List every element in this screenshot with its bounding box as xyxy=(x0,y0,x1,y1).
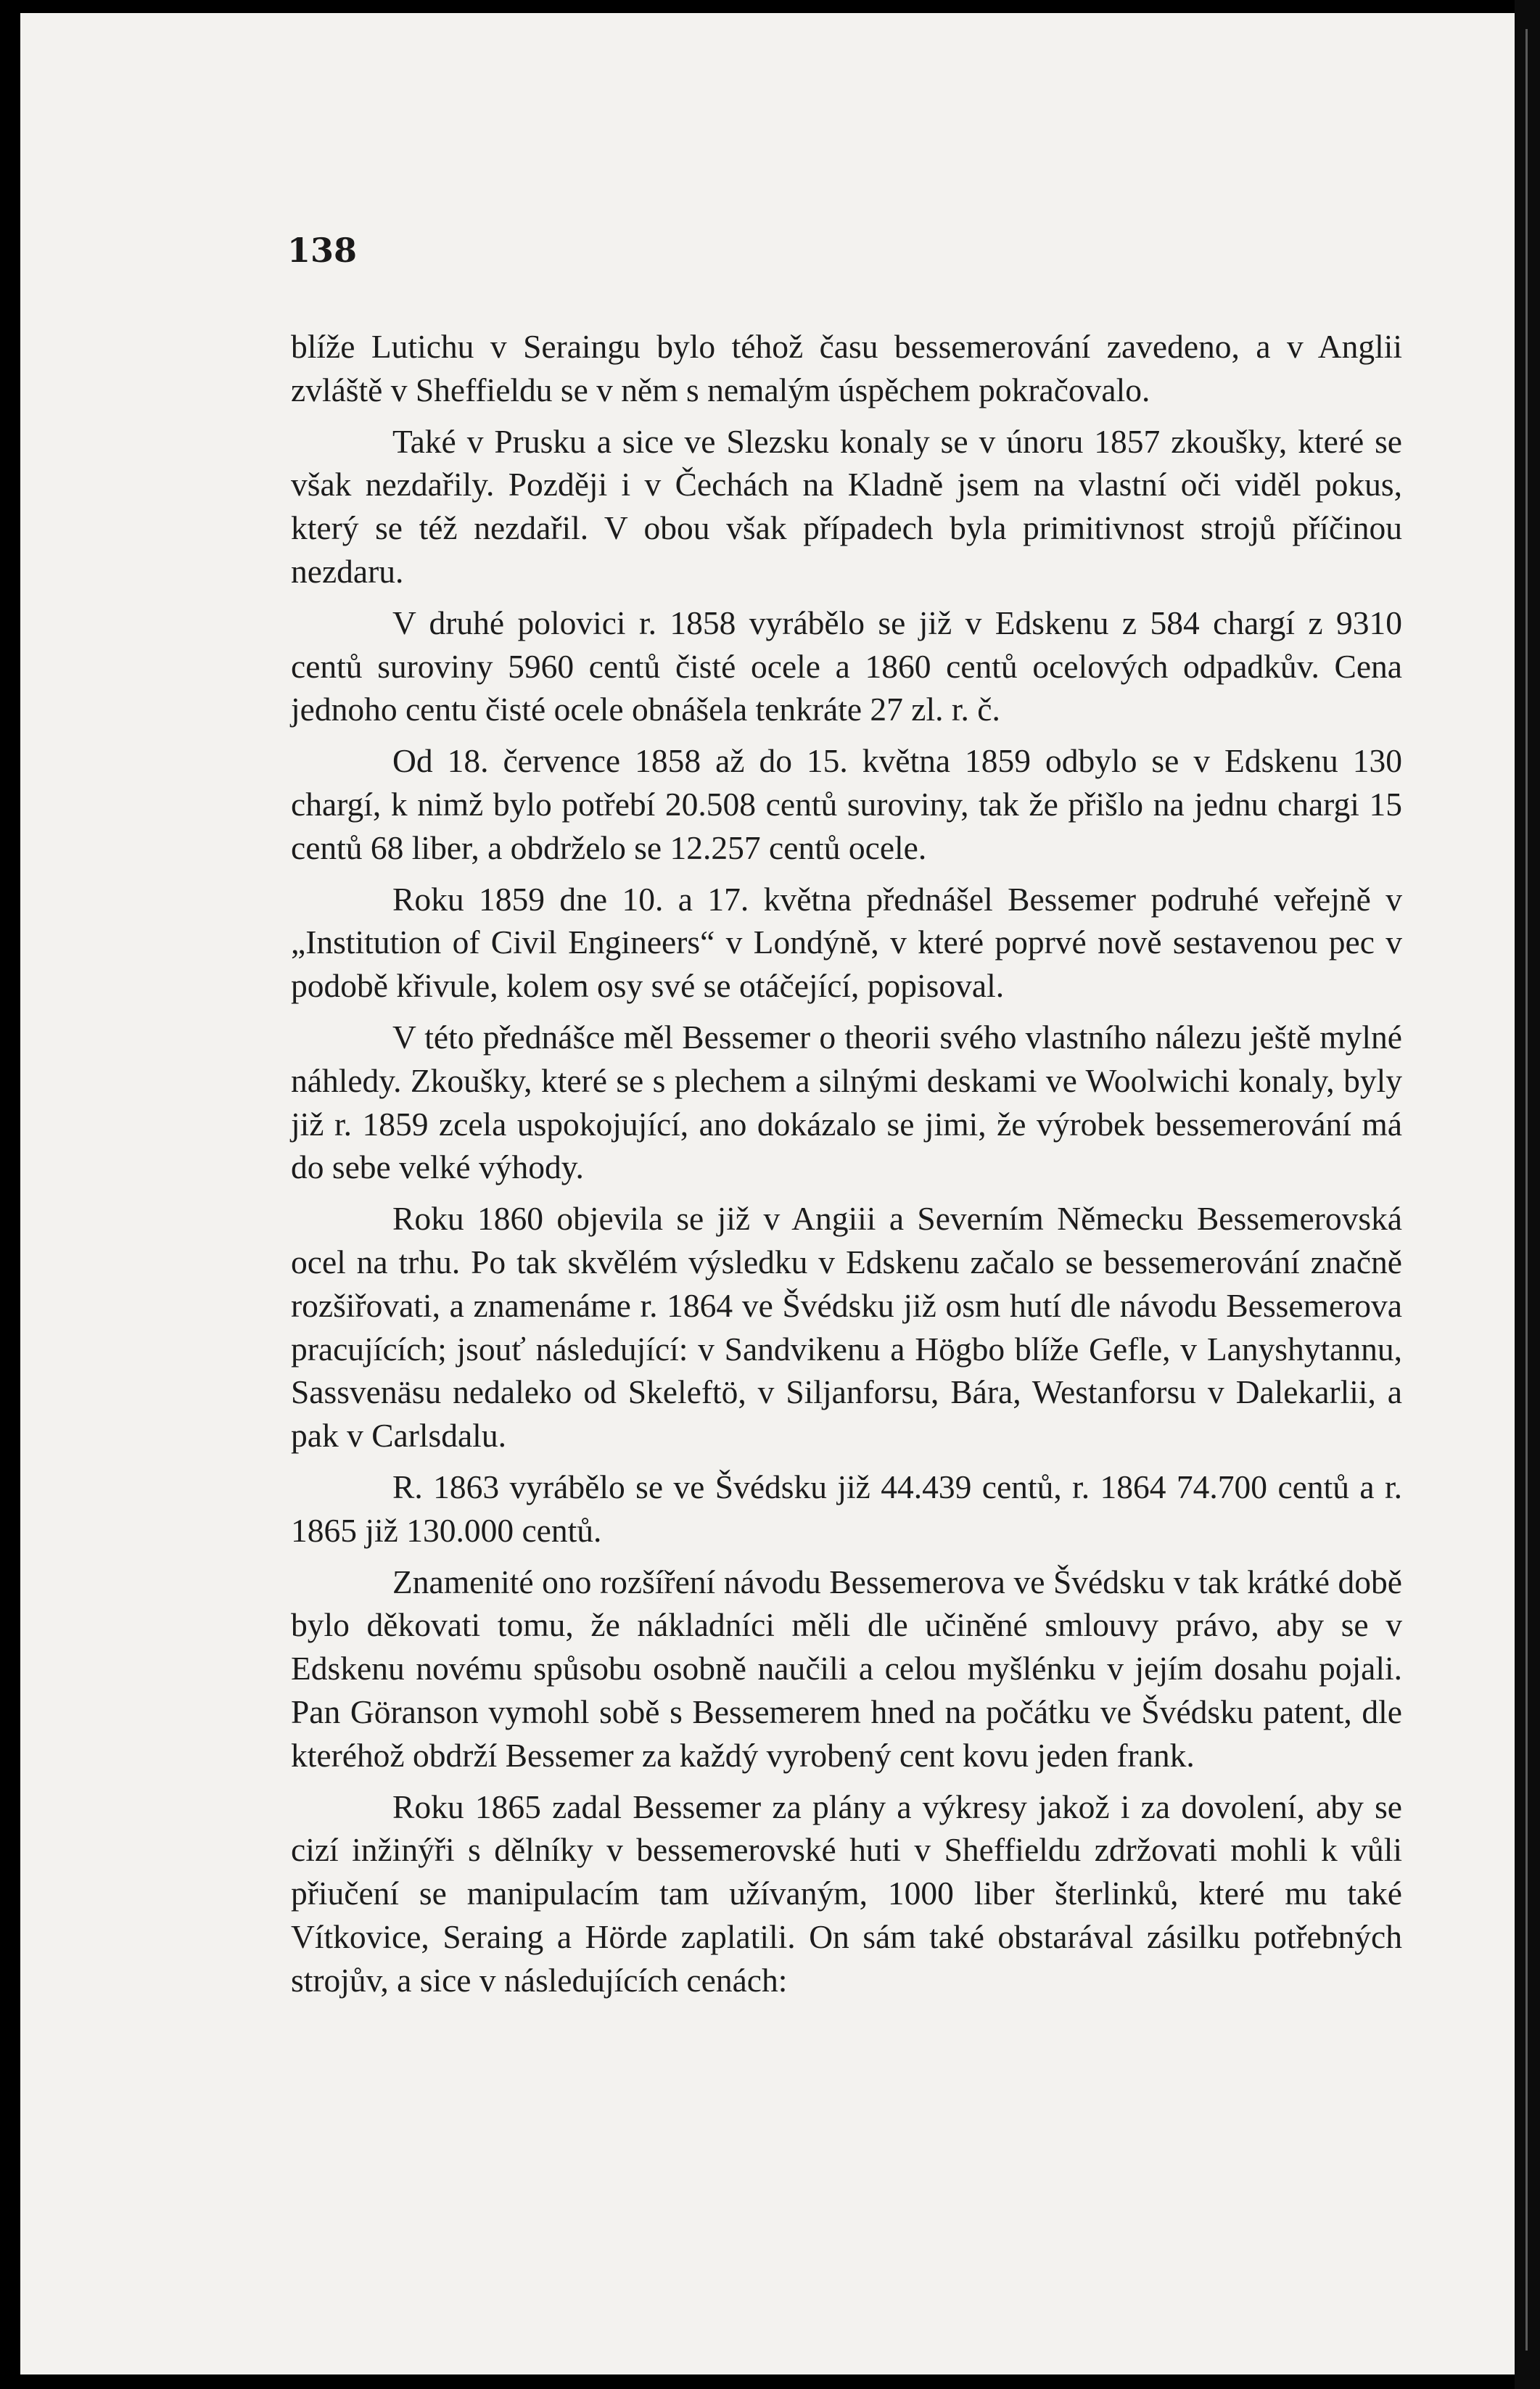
paragraph: Od 18. července 1858 až do 15. května 1859 odbylo se v Edskenu 130 chargí, k nimž bylo potřebí 20.508 centů suroviny, tak že přišlo na jednu chargi 15 centů 68 liber, a obdrželo se 12.257 centů ocele. xyxy=(291,742,1402,866)
paragraph: Také v Prusku a sice ve Slezsku konaly se v únoru 1857 zkoušky, které se však nezdařily. Později i v Čechách na Kladně jsem na vlastní oči viděl pokus, který se též nezdařil. V obou však případech byla primitivnost strojů příčinou nezdaru. xyxy=(291,422,1402,590)
page-number: 138 xyxy=(287,231,358,270)
page-sheet xyxy=(20,13,1515,2374)
paragraph: R. 1863 vyrábělo se ve Švédsku již 44.439 centů, r. 1864 74.700 centů a r. 1865 již 130.000 centů. xyxy=(291,1468,1402,1549)
scan-edge-line xyxy=(1525,29,1528,2351)
paragraph: V této přednášce měl Bessemer o theorii svého vlastního nálezu ještě mylné náhledy. Zkoušky, které se s plechem a silnými deskami ve Woolwichi konaly, byly již r. 1859 zcela uspokojující, ano dokázalo se jimi, že výrobek bessemerování má do sebe velké výhody. xyxy=(291,1018,1402,1186)
paragraph: blíže Lutichu v Seraingu bylo téhož času bessemerování zavedeno, a v Anglii zvláště v Sheffieldu se v něm s nemalým úspěchem pokračovalo. xyxy=(291,328,1402,408)
paragraph: Roku 1865 zadal Bessemer za plány a výkresy jakož i za dovolení, aby se cizí inžinýři s dělníky v bessemerovské huti v Sheffieldu zdržovati mohli k vůli přiučení se manipulacím tam užívaným, 1000 liber šterlinků, které mu také Vítkovice, Seraing a Hörde zaplatili. On sám také obstarával zásilku potřebných strojův, a sice v následujících cenách: xyxy=(291,1788,1402,1999)
body-text xyxy=(291,325,1402,2010)
paragraph: Znamenité ono rozšíření návodu Bessemerova ve Švédsku v tak krátké době bylo děkovati tomu, že nákladníci měli dle učiněné smlouvy právo, aby se v Edskenu novému spůsobu osobně naučili a celou myšlénku v jejím dosahu pojali. Pan Göranson vymohl sobě s Bessemerem hned na počátku ve Švédsku patent, dle kteréhož obdrží Bessemer za každý vyrobený cent kovu jeden frank. xyxy=(291,1563,1402,1774)
paragraph: Roku 1860 objevila se již v Angiii a Severním Německu Bessemerovská ocel na trhu. Po tak skvělém výsledku v Edskenu začalo se bessemerování značně rozšiřovati, a znamenáme r. 1864 ve Švédsku již osm hutí dle návodu Bessemerova pracujících; jsouť následující: v Sandvikenu a Högbo blíže Gefle, v Lanyshytannu, Sassvenäsu nedaleko od Skeleftö, v Siljanforsu, Bára, Westanforsu v Dalekarlii, a pak v Carlsdalu. xyxy=(291,1200,1402,1455)
paragraph: V druhé polovici r. 1858 vyrábělo se již v Edskenu z 584 chargí z 9310 centů suroviny 5960 centů čisté ocele a 1860 centů ocelových odpadkův. Cena jednoho centu čisté ocele obnášela tenkráte 27 zl. r. č. xyxy=(291,604,1402,728)
paragraph: Roku 1859 dne 10. a 17. května přednášel Bessemer podruhé veřejně v „Institution of Civil Engineers“ v Londýně, v které poprvé nově sestavenou pec v podobě křivule, kolem osy své se otáčející, popisoval. xyxy=(291,880,1402,1005)
